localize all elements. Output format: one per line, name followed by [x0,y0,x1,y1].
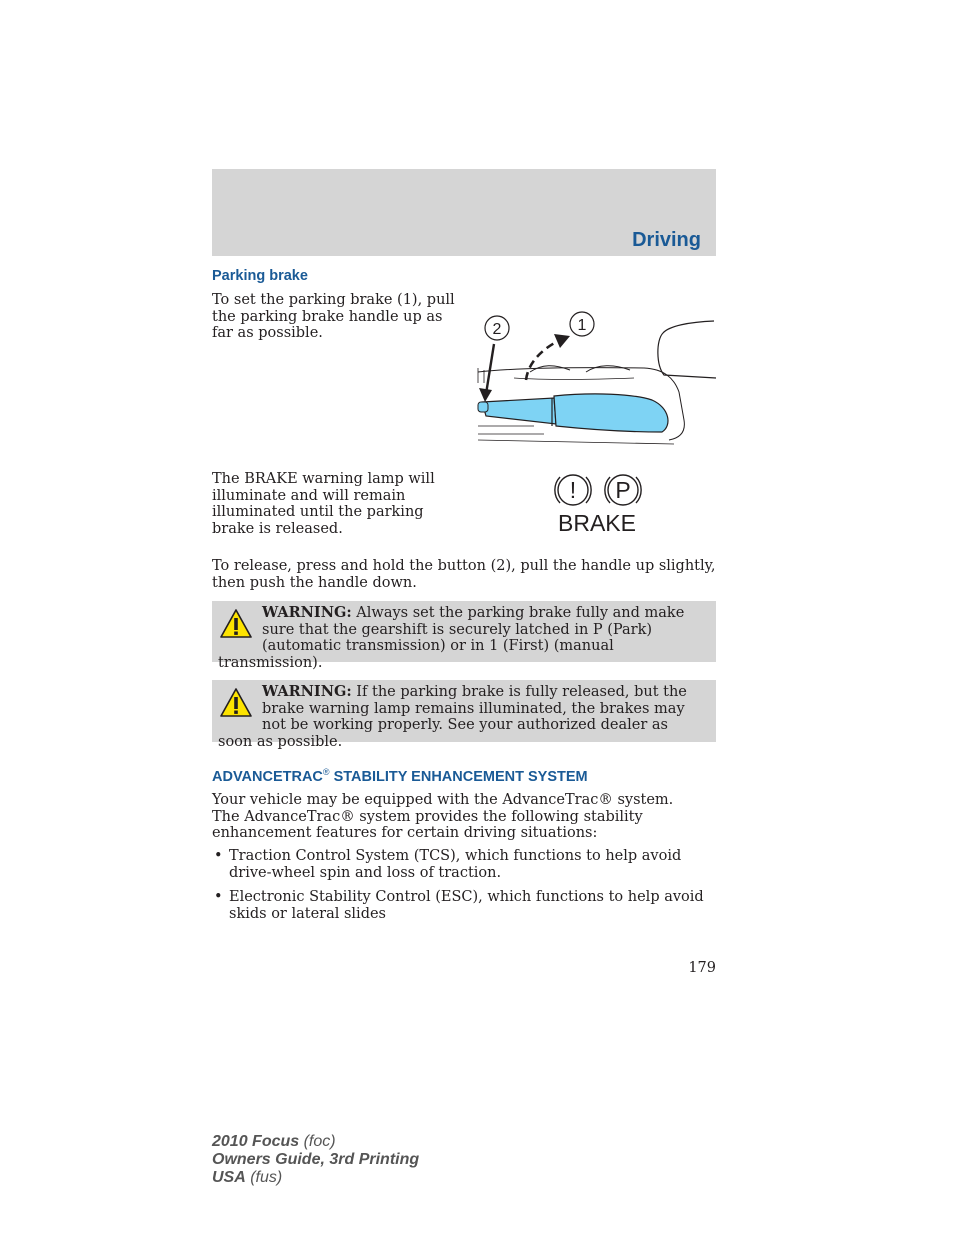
lamp-exclamation: ! [569,477,577,503]
footer-edition-info: 2010 Focus (foc) Owners Guide, 3rd Printing USA (fus) [212,1133,420,1186]
parking-brake-illustration [474,308,718,448]
parking-brake-set-text: To set the parking brake (1), pull the parking brake handle up as far as possible. [212,292,455,341]
warning-1-text: Always set the parking brake fully and make sure that the gearshift is securely latched in P (Park) (automatic transmission) or in 1 (First) (manual transmission). [218,605,685,671]
list-item: • Electronic Stability Control (ESC), which functions to help avoid skids or lateral slides [212,889,716,922]
list-item: • Traction Control System (TCS), which functions to help avoid drive-wheel spin and loss of traction. [212,848,716,881]
callout-2: 2 [492,321,502,338]
page-number: 179 [688,960,716,976]
warning-1-label: WARNING: [262,604,352,621]
lamp-p: P [615,477,631,503]
brake-lamp-text: The BRAKE warning lamp will illuminate and will remain illuminated until the parking brake is released. [212,471,435,537]
callout-1: 1 [577,317,587,334]
warning-box-1 [212,601,716,671]
brake-warning-lamp-icon [548,472,646,536]
warning-triangle-icon [219,608,253,640]
advancetrac-feature-list [212,848,716,930]
warning-2-label: WARNING: [262,683,352,700]
warning-box-2 [212,680,716,750]
advancetrac-intro: Your vehicle may be equipped with the AdvanceTrac® system. The AdvanceTrac® system provides the following stability enhancement features for certain driving situations: [212,792,674,841]
warning-2-text: If the parking brake is fully released, but the brake warning lamp remains illuminated, the brakes may not be working properly. See your authorized dealer as soon as possible. [218,684,687,750]
parking-brake-heading: Parking brake [212,268,308,284]
advancetrac-heading: ADVANCETRAC® STABILITY ENHANCEMENT SYSTEM [212,767,588,785]
lamp-brake-word: BRAKE [558,510,636,536]
header-band [212,169,716,256]
release-text: To release, press and hold the button (2), pull the handle up slightly, then push the handle down. [212,558,716,591]
warning-triangle-icon [219,687,253,719]
section-title: Driving [632,229,701,251]
